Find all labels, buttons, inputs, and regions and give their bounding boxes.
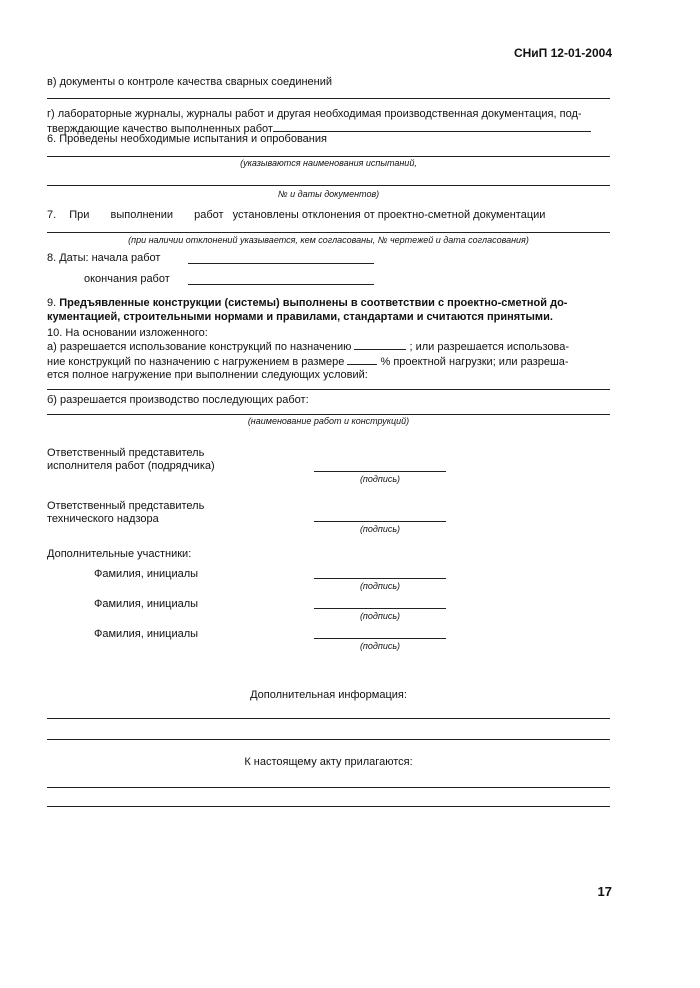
caption-docs: № и даты документов)	[277, 189, 380, 199]
signature-line	[314, 578, 446, 579]
item-8-end-label: окончания работ	[84, 273, 170, 285]
participant-name-label: Фамилия, инициалы	[94, 598, 199, 610]
item-v-text: в) документы о контроле качества сварных соединений	[47, 76, 333, 88]
additional-participants-label: Дополнительные участники:	[47, 548, 192, 560]
caption-signature: (подпись)	[359, 474, 401, 484]
blank-line	[347, 355, 377, 365]
item-10b-text: б) разрешается производство последующих работ:	[47, 394, 309, 406]
caption-signature: (подпись)	[359, 641, 401, 651]
participant-name-label: Фамилия, инициалы	[94, 568, 199, 580]
blank-line	[47, 232, 610, 233]
item-8-start-label: 8. Даты: начала работ	[47, 252, 161, 264]
item-10a-text: а) разрешается использование конструкций по назначению ; или разрешается использова- ние конструкций по назначению с нагружением в размере % проектной нагрузки; или разреша- ется полное нагружение при выполнении следующих условий:	[47, 341, 570, 381]
participant-name-label: Фамилия, инициалы	[94, 628, 199, 640]
rep-contractor-line1: Ответственный представитель	[47, 447, 205, 459]
document-code: СНиП 12-01-2004	[513, 46, 612, 60]
blank-line	[354, 340, 406, 350]
caption-signature: (подпись)	[359, 524, 401, 534]
start-date-line	[188, 263, 374, 264]
end-date-line	[188, 284, 374, 285]
item-7-text: 7. При выполнении работ установлены отклонения от проектно-сметной документации	[47, 209, 546, 221]
blank-line	[47, 718, 610, 719]
item-g-line1: г) лабораторные журналы, журналы работ и другая необходимая производственная документация, под-	[47, 108, 582, 120]
item-g-line2: тверждающие качество выполненных работ	[47, 122, 273, 135]
blank-line	[47, 787, 610, 788]
item-g-text	[47, 108, 610, 136]
rep-supervision-line2: технического надзора	[47, 513, 159, 525]
blank-line	[47, 98, 610, 99]
signature-line	[314, 521, 446, 522]
caption-signature: (подпись)	[359, 611, 401, 621]
blank-line	[273, 122, 591, 132]
blank-line	[47, 414, 610, 415]
signature-line	[314, 638, 446, 639]
blank-line	[47, 739, 610, 740]
signature-line	[314, 608, 446, 609]
caption-tests: (указываются наименования испытаний,	[240, 158, 417, 168]
blank-line	[47, 806, 610, 807]
item-10-text: 10. На основании изложенного:	[47, 327, 208, 339]
caption-signature: (подпись)	[359, 581, 401, 591]
caption-deviations: (при наличии отклонений указывается, кем согласованы, № чертежей и дата согласования)	[128, 235, 529, 245]
blank-line	[47, 389, 610, 390]
additional-info-title: Дополнительная информация:	[250, 689, 407, 701]
rep-contractor-line2: исполнителя работ (подрядчика)	[47, 460, 215, 472]
rep-supervision-line1: Ответственный представитель	[47, 500, 205, 512]
caption-works: (наименование работ и конструкций)	[247, 416, 410, 426]
blank-line	[47, 156, 610, 157]
item-6-text: 6. Проведены необходимые испытания и опробования	[47, 133, 327, 145]
page-number: 17	[597, 884, 612, 899]
blank-line	[47, 185, 610, 186]
item-9-text: 9. Предъявленные конструкции (системы) выполнены в соответствии с проектно-сметной до- кументацией, строительными нормами и правилами, стандартами и считаются принятыми.	[47, 297, 568, 323]
attachments-title: К настоящему акту прилагаются:	[244, 756, 413, 768]
signature-line	[314, 471, 446, 472]
